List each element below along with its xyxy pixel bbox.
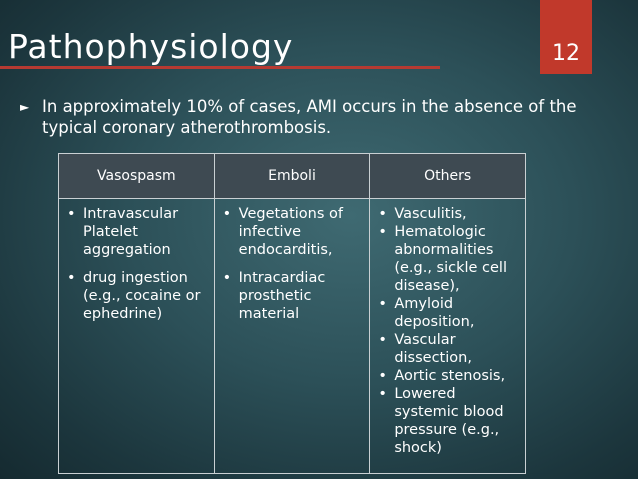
table-header-row xyxy=(59,154,526,199)
triangle-bullet-icon: ► xyxy=(20,100,30,114)
intro-bullet xyxy=(20,96,580,138)
list-item: • Hematologic abnormalities (e.g., sickle cell disease), xyxy=(378,223,519,295)
intro-bullet-text: In approximately 10% of cases, AMI occurs in the absence of the typical coronary atherothrombosis. xyxy=(42,97,577,137)
list-item: • Vascular dissection, xyxy=(378,331,519,367)
list-item: • Lowered systemic blood pressure (e.g., shock) xyxy=(378,385,519,457)
vasospasm-cell xyxy=(59,199,215,474)
slide-number-text: 12 xyxy=(552,41,580,66)
others-cell xyxy=(370,199,526,474)
list-item: • Amyloid deposition, xyxy=(378,295,519,331)
table-row xyxy=(59,199,526,474)
list-item: • Aortic stenosis, xyxy=(378,367,519,385)
list-item: • Vegetations of infective endocarditis, xyxy=(223,205,364,259)
slide-title: Pathophysiology xyxy=(8,27,294,66)
title-underline xyxy=(0,66,440,69)
causes-table xyxy=(58,153,526,474)
slide-number xyxy=(540,0,592,74)
list-item: • Vasculitis, xyxy=(378,205,519,223)
list-item: • drug ingestion (e.g., cocaine or ephedrine) xyxy=(67,269,208,323)
header-emboli: Emboli xyxy=(214,154,370,199)
header-others: Others xyxy=(370,154,526,199)
header-vasospasm: Vasospasm xyxy=(59,154,215,199)
list-item: • Intravascular Platelet aggregation xyxy=(67,205,208,259)
emboli-cell xyxy=(214,199,370,474)
list-item: • Intracardiac prosthetic material xyxy=(223,269,364,323)
